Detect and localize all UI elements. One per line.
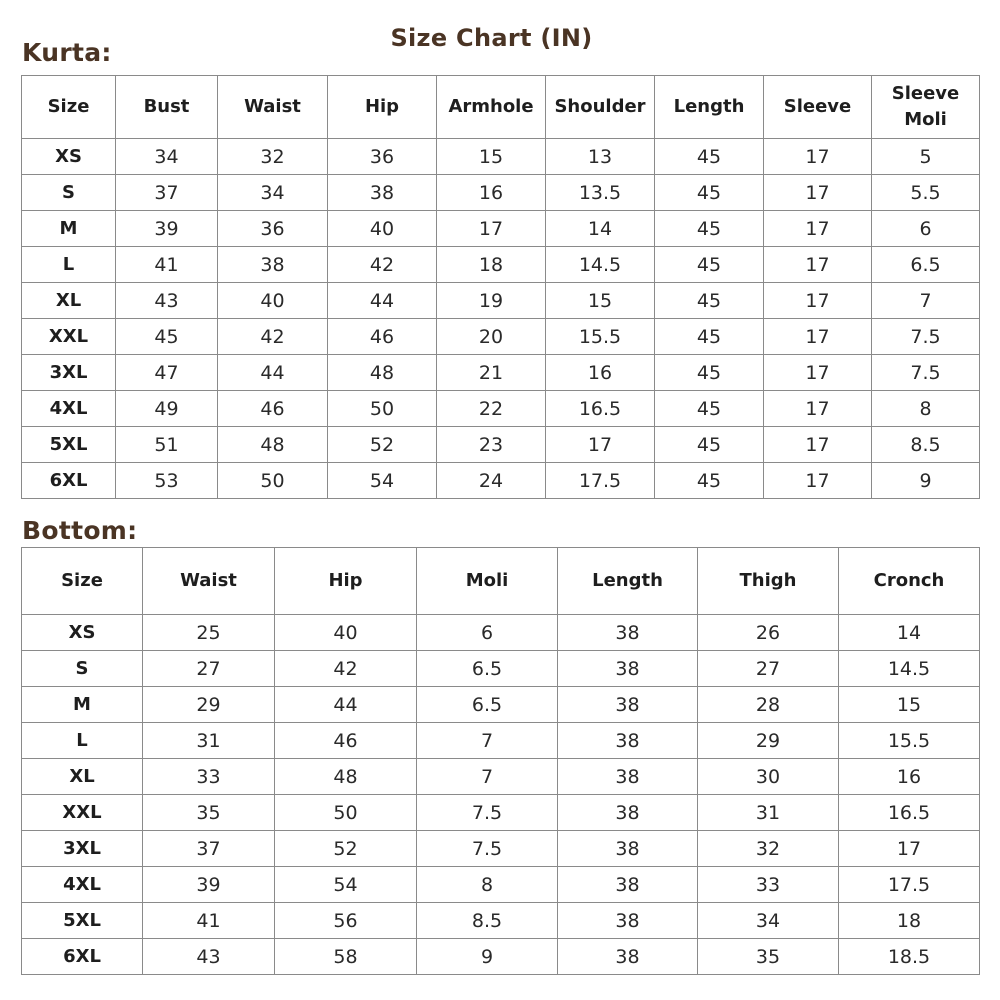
- kurta-cell-sleeve: 17: [764, 139, 872, 175]
- bottom-cell-waist: 43: [143, 939, 275, 975]
- kurta-cell-waist: 42: [218, 319, 328, 355]
- bottom-header-hip: Hip: [275, 548, 417, 615]
- kurta-cell-length: 45: [655, 319, 764, 355]
- kurta-table-row: [22, 175, 980, 211]
- bottom-cell-waist: 27: [143, 651, 275, 687]
- kurta-cell-armhole: 22: [437, 391, 546, 427]
- bottom-cell-waist: 31: [143, 723, 275, 759]
- kurta-header-armhole: Armhole: [437, 76, 546, 139]
- kurta-cell-sleeve: 17: [764, 427, 872, 463]
- bottom-cell-length: 38: [558, 831, 698, 867]
- bottom-cell-waist: 33: [143, 759, 275, 795]
- kurta-cell-shoulder: 14: [546, 211, 655, 247]
- bottom-cell-thigh: 30: [698, 759, 839, 795]
- kurta-table-row: [22, 319, 980, 355]
- page-title: Size Chart (IN): [390, 24, 593, 52]
- kurta-cell-sleeve-moli: 8: [872, 391, 980, 427]
- kurta-cell-shoulder: 15.5: [546, 319, 655, 355]
- kurta-cell-armhole: 16: [437, 175, 546, 211]
- bottom-cell-hip: 46: [275, 723, 417, 759]
- kurta-cell-sleeve-moli: 9: [872, 463, 980, 499]
- bottom-cell-size: L: [22, 723, 143, 759]
- bottom-table-row: [22, 651, 980, 687]
- bottom-cell-cronch: 18.5: [839, 939, 980, 975]
- kurta-cell-bust: 41: [116, 247, 218, 283]
- kurta-header-waist: Waist: [218, 76, 328, 139]
- bottom-cell-cronch: 16.5: [839, 795, 980, 831]
- kurta-table-row: [22, 427, 980, 463]
- bottom-cell-size: XL: [22, 759, 143, 795]
- bottom-cell-size: S: [22, 651, 143, 687]
- kurta-cell-sleeve-moli: 8.5: [872, 427, 980, 463]
- bottom-table-row: [22, 687, 980, 723]
- kurta-cell-hip: 42: [328, 247, 437, 283]
- kurta-table-row: [22, 391, 980, 427]
- bottom-cell-waist: 41: [143, 903, 275, 939]
- bottom-cell-length: 38: [558, 651, 698, 687]
- bottom-cell-cronch: 14: [839, 615, 980, 651]
- bottom-cell-cronch: 15: [839, 687, 980, 723]
- bottom-cell-waist: 35: [143, 795, 275, 831]
- bottom-cell-hip: 48: [275, 759, 417, 795]
- bottom-cell-moli: 8.5: [417, 903, 558, 939]
- kurta-cell-size: M: [22, 211, 116, 247]
- kurta-header-sleeve-moli: Sleeve Moli: [872, 76, 980, 139]
- bottom-cell-moli: 7.5: [417, 831, 558, 867]
- kurta-header-shoulder: Shoulder: [546, 76, 655, 139]
- bottom-cell-size: M: [22, 687, 143, 723]
- kurta-cell-hip: 40: [328, 211, 437, 247]
- bottom-cell-thigh: 35: [698, 939, 839, 975]
- kurta-cell-waist: 48: [218, 427, 328, 463]
- kurta-cell-bust: 45: [116, 319, 218, 355]
- kurta-cell-waist: 44: [218, 355, 328, 391]
- bottom-cell-thigh: 27: [698, 651, 839, 687]
- kurta-cell-sleeve-moli: 5: [872, 139, 980, 175]
- kurta-header-length: Length: [655, 76, 764, 139]
- bottom-cell-length: 38: [558, 759, 698, 795]
- kurta-cell-shoulder: 16: [546, 355, 655, 391]
- bottom-cell-size: 5XL: [22, 903, 143, 939]
- bottom-cell-thigh: 31: [698, 795, 839, 831]
- kurta-cell-shoulder: 16.5: [546, 391, 655, 427]
- bottom-cell-cronch: 16: [839, 759, 980, 795]
- bottom-table-row: [22, 759, 980, 795]
- kurta-cell-bust: 39: [116, 211, 218, 247]
- kurta-header-sleeve: Sleeve: [764, 76, 872, 139]
- bottom-cell-hip: 44: [275, 687, 417, 723]
- bottom-cell-size: 3XL: [22, 831, 143, 867]
- kurta-cell-shoulder: 13.5: [546, 175, 655, 211]
- kurta-table-row: [22, 139, 980, 175]
- bottom-cell-moli: 6: [417, 615, 558, 651]
- bottom-cell-thigh: 26: [698, 615, 839, 651]
- bottom-cell-size: 6XL: [22, 939, 143, 975]
- kurta-cell-bust: 37: [116, 175, 218, 211]
- bottom-cell-thigh: 34: [698, 903, 839, 939]
- kurta-cell-size: 3XL: [22, 355, 116, 391]
- bottom-cell-size: XXL: [22, 795, 143, 831]
- kurta-cell-sleeve: 17: [764, 355, 872, 391]
- kurta-table-row: [22, 355, 980, 391]
- bottom-cell-length: 38: [558, 795, 698, 831]
- kurta-table-body: [22, 139, 980, 499]
- kurta-cell-waist: 50: [218, 463, 328, 499]
- bottom-table-row: [22, 939, 980, 975]
- kurta-cell-length: 45: [655, 211, 764, 247]
- kurta-cell-size: XS: [22, 139, 116, 175]
- bottom-table-row: [22, 903, 980, 939]
- bottom-cell-waist: 29: [143, 687, 275, 723]
- bottom-cell-length: 38: [558, 615, 698, 651]
- bottom-table-row: [22, 867, 980, 903]
- kurta-cell-bust: 47: [116, 355, 218, 391]
- bottom-cell-cronch: 15.5: [839, 723, 980, 759]
- bottom-cell-moli: 9: [417, 939, 558, 975]
- bottom-cell-cronch: 17.5: [839, 867, 980, 903]
- bottom-cell-moli: 8: [417, 867, 558, 903]
- kurta-cell-hip: 36: [328, 139, 437, 175]
- bottom-cell-moli: 6.5: [417, 687, 558, 723]
- bottom-cell-waist: 39: [143, 867, 275, 903]
- kurta-cell-sleeve: 17: [764, 211, 872, 247]
- kurta-cell-sleeve: 17: [764, 283, 872, 319]
- kurta-cell-sleeve-moli: 5.5: [872, 175, 980, 211]
- kurta-cell-sleeve-moli: 7: [872, 283, 980, 319]
- bottom-cell-waist: 25: [143, 615, 275, 651]
- kurta-cell-armhole: 21: [437, 355, 546, 391]
- kurta-cell-length: 45: [655, 391, 764, 427]
- bottom-cell-thigh: 28: [698, 687, 839, 723]
- kurta-cell-shoulder: 17: [546, 427, 655, 463]
- bottom-cell-moli: 7.5: [417, 795, 558, 831]
- kurta-header-row: [22, 76, 980, 139]
- bottom-header-moli: Moli: [417, 548, 558, 615]
- bottom-cell-size: XS: [22, 615, 143, 651]
- bottom-cell-length: 38: [558, 687, 698, 723]
- kurta-section-title: Kurta:: [22, 38, 112, 67]
- bottom-table-row: [22, 795, 980, 831]
- kurta-cell-armhole: 20: [437, 319, 546, 355]
- kurta-cell-size: 4XL: [22, 391, 116, 427]
- kurta-cell-armhole: 24: [437, 463, 546, 499]
- kurta-table-row: [22, 463, 980, 499]
- kurta-cell-armhole: 23: [437, 427, 546, 463]
- kurta-cell-hip: 54: [328, 463, 437, 499]
- bottom-cell-length: 38: [558, 939, 698, 975]
- bottom-cell-length: 38: [558, 903, 698, 939]
- bottom-cell-moli: 7: [417, 759, 558, 795]
- bottom-section-title: Bottom:: [22, 516, 138, 545]
- kurta-cell-sleeve-moli: 6: [872, 211, 980, 247]
- kurta-table-row: [22, 247, 980, 283]
- kurta-cell-sleeve: 17: [764, 391, 872, 427]
- kurta-cell-size: 6XL: [22, 463, 116, 499]
- bottom-cell-cronch: 17: [839, 831, 980, 867]
- kurta-cell-hip: 38: [328, 175, 437, 211]
- bottom-header-row: [22, 548, 980, 615]
- kurta-cell-length: 45: [655, 355, 764, 391]
- kurta-cell-sleeve-moli: 6.5: [872, 247, 980, 283]
- kurta-cell-hip: 48: [328, 355, 437, 391]
- bottom-cell-thigh: 32: [698, 831, 839, 867]
- kurta-cell-sleeve-moli: 7.5: [872, 355, 980, 391]
- kurta-table-row: [22, 211, 980, 247]
- bottom-cell-length: 38: [558, 723, 698, 759]
- bottom-cell-hip: 54: [275, 867, 417, 903]
- kurta-cell-sleeve: 17: [764, 463, 872, 499]
- kurta-cell-size: XXL: [22, 319, 116, 355]
- bottom-table-row: [22, 723, 980, 759]
- bottom-table-row: [22, 831, 980, 867]
- kurta-cell-sleeve: 17: [764, 319, 872, 355]
- bottom-header-size: Size: [22, 548, 143, 615]
- bottom-table-body: [22, 615, 980, 975]
- kurta-header-hip: Hip: [328, 76, 437, 139]
- kurta-cell-length: 45: [655, 247, 764, 283]
- kurta-cell-bust: 51: [116, 427, 218, 463]
- kurta-cell-length: 45: [655, 463, 764, 499]
- kurta-cell-hip: 46: [328, 319, 437, 355]
- kurta-cell-sleeve: 17: [764, 175, 872, 211]
- bottom-cell-hip: 52: [275, 831, 417, 867]
- kurta-cell-bust: 49: [116, 391, 218, 427]
- kurta-cell-sleeve-moli: 7.5: [872, 319, 980, 355]
- bottom-table-row: [22, 615, 980, 651]
- kurta-cell-size: S: [22, 175, 116, 211]
- bottom-size-table: [21, 547, 980, 975]
- bottom-cell-hip: 42: [275, 651, 417, 687]
- bottom-cell-waist: 37: [143, 831, 275, 867]
- kurta-cell-length: 45: [655, 175, 764, 211]
- kurta-cell-length: 45: [655, 283, 764, 319]
- bottom-cell-hip: 40: [275, 615, 417, 651]
- kurta-cell-armhole: 17: [437, 211, 546, 247]
- kurta-cell-waist: 38: [218, 247, 328, 283]
- kurta-cell-length: 45: [655, 427, 764, 463]
- kurta-cell-shoulder: 14.5: [546, 247, 655, 283]
- kurta-cell-hip: 50: [328, 391, 437, 427]
- bottom-header-cronch: Cronch: [839, 548, 980, 615]
- bottom-cell-moli: 7: [417, 723, 558, 759]
- kurta-cell-waist: 40: [218, 283, 328, 319]
- kurta-cell-size: 5XL: [22, 427, 116, 463]
- bottom-cell-thigh: 33: [698, 867, 839, 903]
- bottom-cell-hip: 58: [275, 939, 417, 975]
- kurta-cell-shoulder: 17.5: [546, 463, 655, 499]
- kurta-cell-size: XL: [22, 283, 116, 319]
- kurta-cell-waist: 36: [218, 211, 328, 247]
- kurta-header-size: Size: [22, 76, 116, 139]
- kurta-cell-hip: 44: [328, 283, 437, 319]
- bottom-cell-hip: 56: [275, 903, 417, 939]
- kurta-cell-size: L: [22, 247, 116, 283]
- kurta-cell-armhole: 19: [437, 283, 546, 319]
- kurta-cell-bust: 53: [116, 463, 218, 499]
- kurta-cell-bust: 43: [116, 283, 218, 319]
- bottom-header-thigh: Thigh: [698, 548, 839, 615]
- kurta-cell-armhole: 15: [437, 139, 546, 175]
- bottom-cell-length: 38: [558, 867, 698, 903]
- kurta-header-bust: Bust: [116, 76, 218, 139]
- bottom-cell-moli: 6.5: [417, 651, 558, 687]
- bottom-cell-cronch: 14.5: [839, 651, 980, 687]
- kurta-size-table: [21, 75, 980, 499]
- bottom-cell-size: 4XL: [22, 867, 143, 903]
- kurta-cell-armhole: 18: [437, 247, 546, 283]
- bottom-header-length: Length: [558, 548, 698, 615]
- kurta-cell-bust: 34: [116, 139, 218, 175]
- kurta-cell-shoulder: 15: [546, 283, 655, 319]
- kurta-table-row: [22, 283, 980, 319]
- kurta-cell-shoulder: 13: [546, 139, 655, 175]
- kurta-cell-length: 45: [655, 139, 764, 175]
- kurta-cell-waist: 34: [218, 175, 328, 211]
- kurta-cell-hip: 52: [328, 427, 437, 463]
- bottom-header-waist: Waist: [143, 548, 275, 615]
- kurta-cell-sleeve: 17: [764, 247, 872, 283]
- kurta-cell-waist: 46: [218, 391, 328, 427]
- bottom-cell-thigh: 29: [698, 723, 839, 759]
- bottom-cell-hip: 50: [275, 795, 417, 831]
- bottom-cell-cronch: 18: [839, 903, 980, 939]
- kurta-cell-waist: 32: [218, 139, 328, 175]
